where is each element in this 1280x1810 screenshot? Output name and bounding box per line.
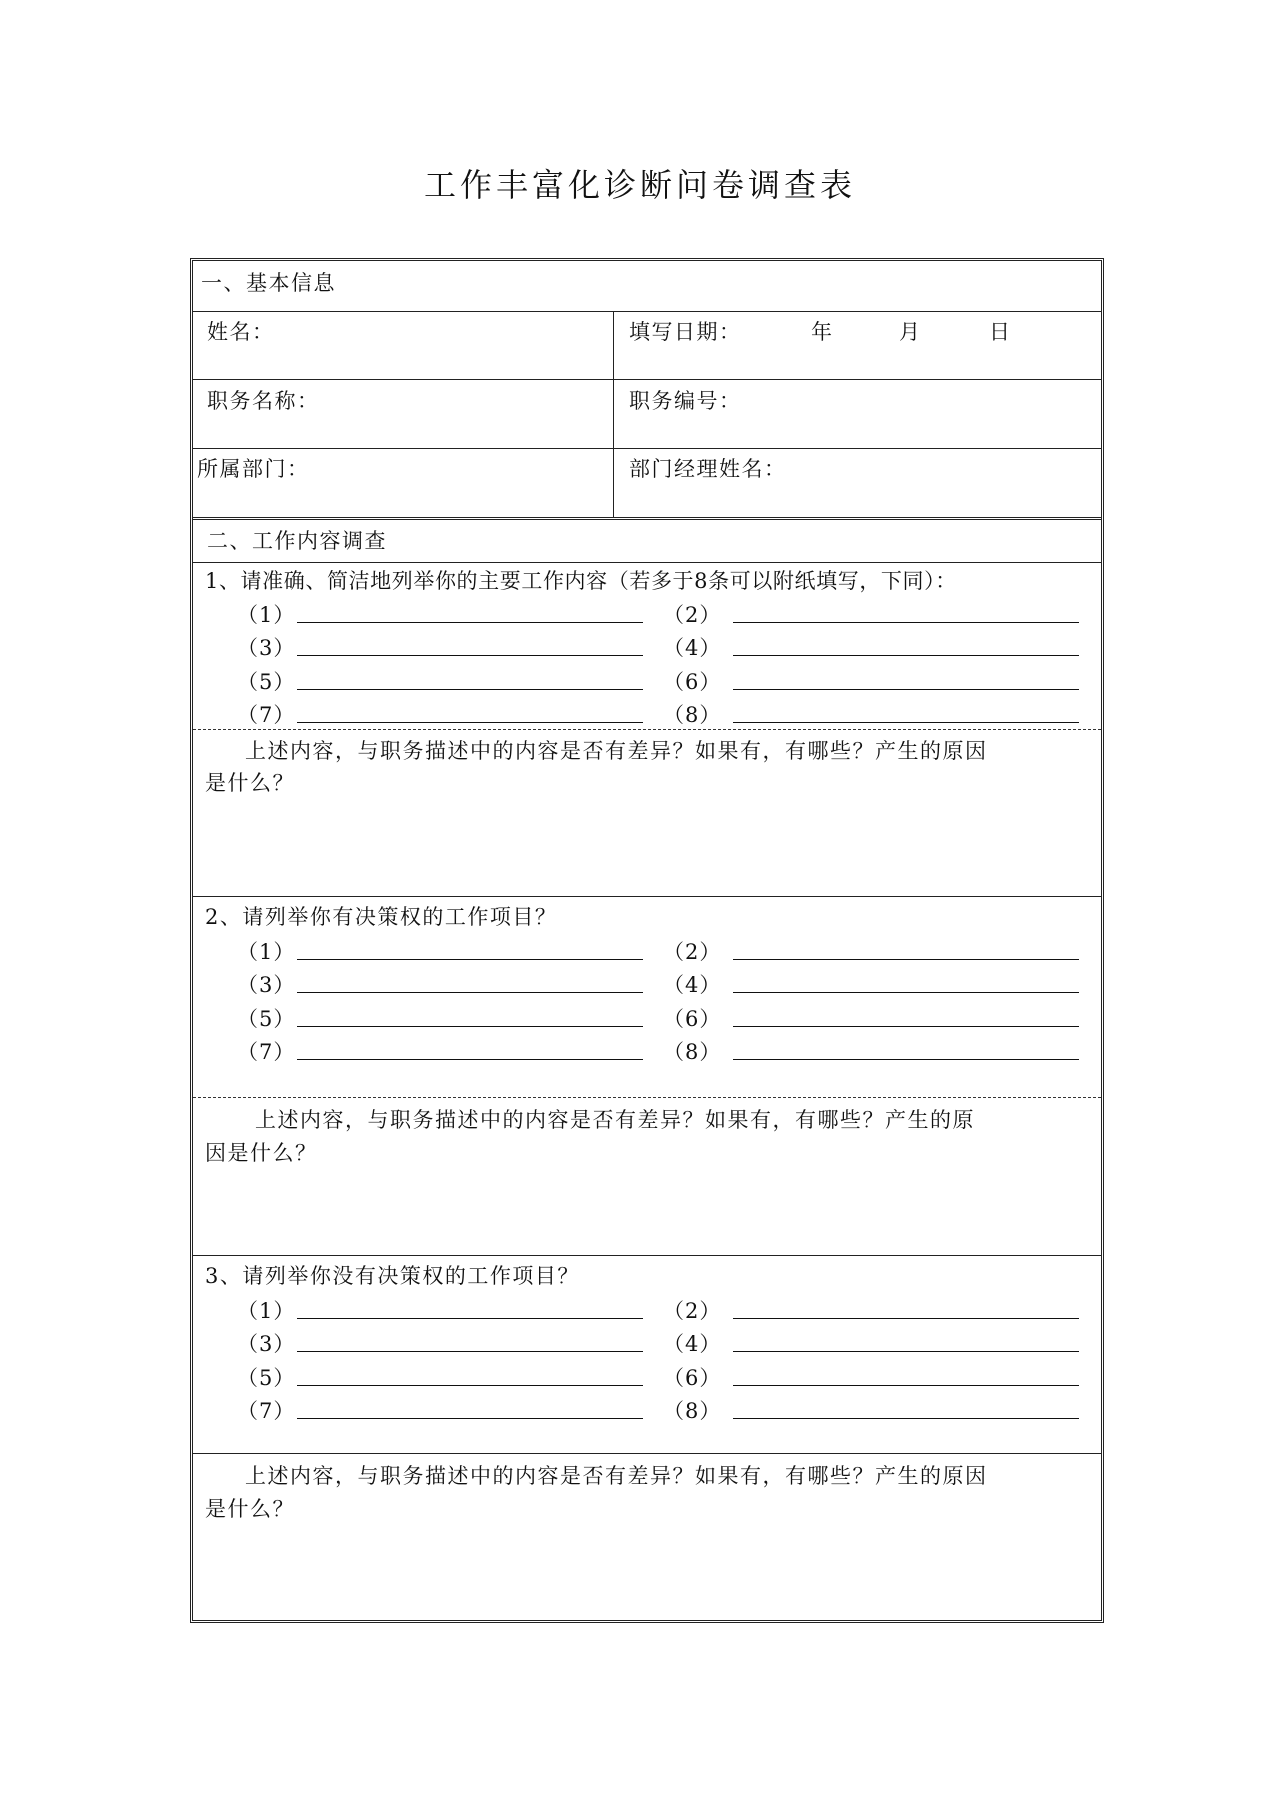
question-2: 2、请列举你有决策权的工作项目？ [205,905,558,929]
question-2-followup: 上述内容，与职务描述中的内容是否有差异？如果有，有哪些？产生的原 [255,1108,975,1132]
dashed-divider [193,1097,1101,1098]
row-divider [193,1255,1101,1256]
answer-line-q3-1[interactable] [297,1318,643,1319]
item-number: （8） [663,703,722,727]
question-2-followup-cont: 因是什么？ [205,1141,318,1165]
section1-heading: 一、基本信息 [201,271,336,295]
answer-line-q3-3[interactable] [297,1351,643,1352]
question-3-followup: 上述内容，与职务描述中的内容是否有差异？如果有，有哪些？产生的原因 [245,1464,988,1488]
answer-line-q1-3[interactable] [297,655,643,656]
item-number: （8） [663,1399,722,1423]
item-number: （7） [237,1040,296,1064]
answer-line-q3-8[interactable] [733,1418,1079,1419]
answer-line-q2-8[interactable] [733,1059,1079,1060]
answer-line-q1-8[interactable] [733,722,1079,723]
answer-line-q3-4[interactable] [733,1351,1079,1352]
question-3-followup-cont: 是什么？ [205,1497,295,1521]
item-number: （7） [237,703,296,727]
job-number-label: 职务编号： [629,389,742,413]
section-divider [193,517,1101,520]
answer-line-q1-7[interactable] [297,722,643,723]
job-title-label: 职务名称： [207,389,320,413]
answer-line-q2-6[interactable] [733,1026,1079,1027]
answer-line-q1-5[interactable] [297,689,643,690]
day-label: 日 [989,320,1012,344]
item-number: （7） [237,1399,296,1423]
item-number: （3） [237,973,296,997]
item-number: （2） [663,603,722,627]
answer-line-q3-5[interactable] [297,1385,643,1386]
item-number: （5） [237,1366,296,1390]
answer-line-q1-1[interactable] [297,622,643,623]
answer-line-q2-5[interactable] [297,1026,643,1027]
row-divider [193,448,1101,449]
row-divider [193,1453,1101,1454]
question-1-followup-cont: 是什么？ [205,771,295,795]
column-divider [613,311,614,517]
answer-line-q3-6[interactable] [733,1385,1079,1386]
item-number: （4） [663,973,722,997]
row-divider [193,562,1101,563]
form-table [190,258,1104,1623]
row-divider [193,379,1101,380]
name-label: 姓名： [207,320,275,344]
date-label: 填写日期： [629,320,742,344]
row-divider [193,896,1101,897]
answer-line-q3-2[interactable] [733,1318,1079,1319]
item-number: （4） [663,1332,722,1356]
item-number: （3） [237,636,296,660]
item-number: （6） [663,670,722,694]
month-label: 月 [899,320,922,344]
dept-manager-label: 部门经理姓名： [629,457,787,481]
answer-line-q3-7[interactable] [297,1418,643,1419]
item-number: （8） [663,1040,722,1064]
answer-line-q2-3[interactable] [297,992,643,993]
answer-line-q2-2[interactable] [733,959,1079,960]
question-1: 1、请准确、简洁地列举你的主要工作内容（若多于8条可以附纸填写，下同）： [205,569,957,593]
answer-line-q1-2[interactable] [733,622,1079,623]
row-divider [193,311,1101,312]
item-number: （1） [237,1299,296,1323]
question-1-followup: 上述内容，与职务描述中的内容是否有差异？如果有，有哪些？产生的原因 [245,739,988,763]
answer-line-q1-4[interactable] [733,655,1079,656]
answer-line-q2-4[interactable] [733,992,1079,993]
answer-line-q2-7[interactable] [297,1059,643,1060]
item-number: （6） [663,1366,722,1390]
item-number: （2） [663,1299,722,1323]
item-number: （5） [237,1007,296,1031]
item-number: （5） [237,670,296,694]
item-number: （6） [663,1007,722,1031]
section2-heading: 二、工作内容调查 [207,529,387,553]
item-number: （3） [237,1332,296,1356]
page-title: 工作丰富化诊断问卷调查表 [423,166,856,204]
item-number: （1） [237,940,296,964]
answer-line-q2-1[interactable] [297,959,643,960]
item-number: （2） [663,940,722,964]
year-label: 年 [811,320,834,344]
item-number: （1） [237,603,296,627]
item-number: （4） [663,636,722,660]
question-3: 3、请列举你没有决策权的工作项目？ [205,1264,580,1288]
dashed-divider [193,729,1101,730]
department-label: 所属部门： [197,457,310,481]
answer-line-q1-6[interactable] [733,689,1079,690]
